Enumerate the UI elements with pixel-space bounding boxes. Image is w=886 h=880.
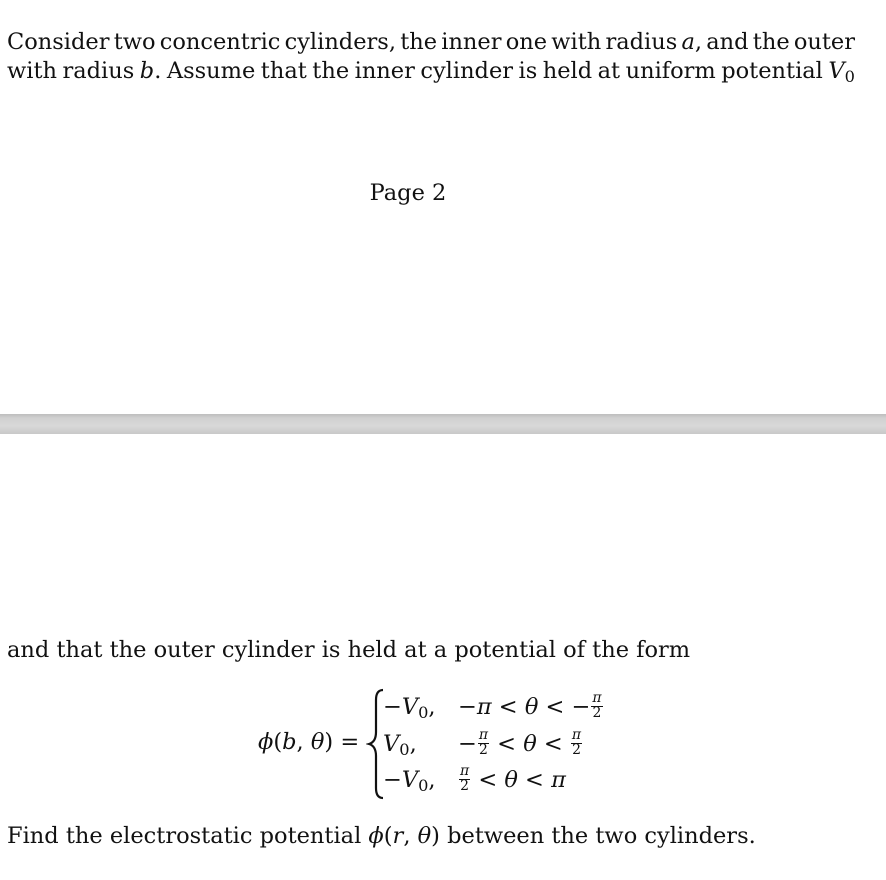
case-condition: −π < θ < − $\frac{\pi}{2}$ xyxy=(458,689,602,721)
word: b. xyxy=(139,58,162,84)
equation-lhs: ϕ(b, θ) = xyxy=(258,729,360,755)
word: radius xyxy=(605,29,678,55)
word: two xyxy=(113,29,156,55)
case-value: $-V_0$, xyxy=(383,767,436,796)
word: with xyxy=(7,58,57,84)
word: potential xyxy=(721,58,823,84)
word: $V_0$ xyxy=(828,58,855,87)
case-value: $-V_0$, xyxy=(383,694,436,723)
question-paragraph: Find the electrostatic potential ϕ(r, θ) between the two cylinders. xyxy=(7,823,756,849)
word: Assume xyxy=(166,58,256,84)
intro-paragraph xyxy=(7,28,855,91)
word: cylinders, xyxy=(284,29,396,55)
word: held xyxy=(542,58,593,84)
word: the xyxy=(312,58,350,84)
boundary-condition-equation xyxy=(258,688,658,800)
word: the xyxy=(400,29,438,55)
intro-line-1 xyxy=(7,28,855,57)
page-separator xyxy=(0,414,886,434)
word: inner xyxy=(441,29,502,55)
word: outer xyxy=(793,29,855,55)
word: radius xyxy=(62,58,135,84)
word: uniform xyxy=(625,58,716,84)
word: concentric xyxy=(159,29,281,55)
word: that xyxy=(260,58,307,84)
outer-potential-paragraph: and that the outer cylinder is held at a potential of the form xyxy=(7,637,691,663)
word: at xyxy=(597,58,621,84)
word: inner xyxy=(354,58,415,84)
word: a, xyxy=(681,29,703,55)
word: and xyxy=(706,29,749,55)
word: the xyxy=(752,29,790,55)
case-value: $V_0$, xyxy=(383,731,417,760)
word: one xyxy=(505,29,548,55)
case-condition: $\frac{\pi}{2}$ < θ < π xyxy=(460,762,566,794)
word: cylinder xyxy=(420,58,514,84)
word: Consider xyxy=(7,29,110,55)
page-number: Page 2 xyxy=(369,180,447,206)
case-condition: − $\frac{\pi}{2}$ < θ < $\frac{\pi}{2}$ xyxy=(458,726,582,758)
page-top xyxy=(0,0,886,414)
intro-line-2 xyxy=(7,57,855,91)
word: with xyxy=(551,29,602,55)
word: is xyxy=(518,58,538,84)
